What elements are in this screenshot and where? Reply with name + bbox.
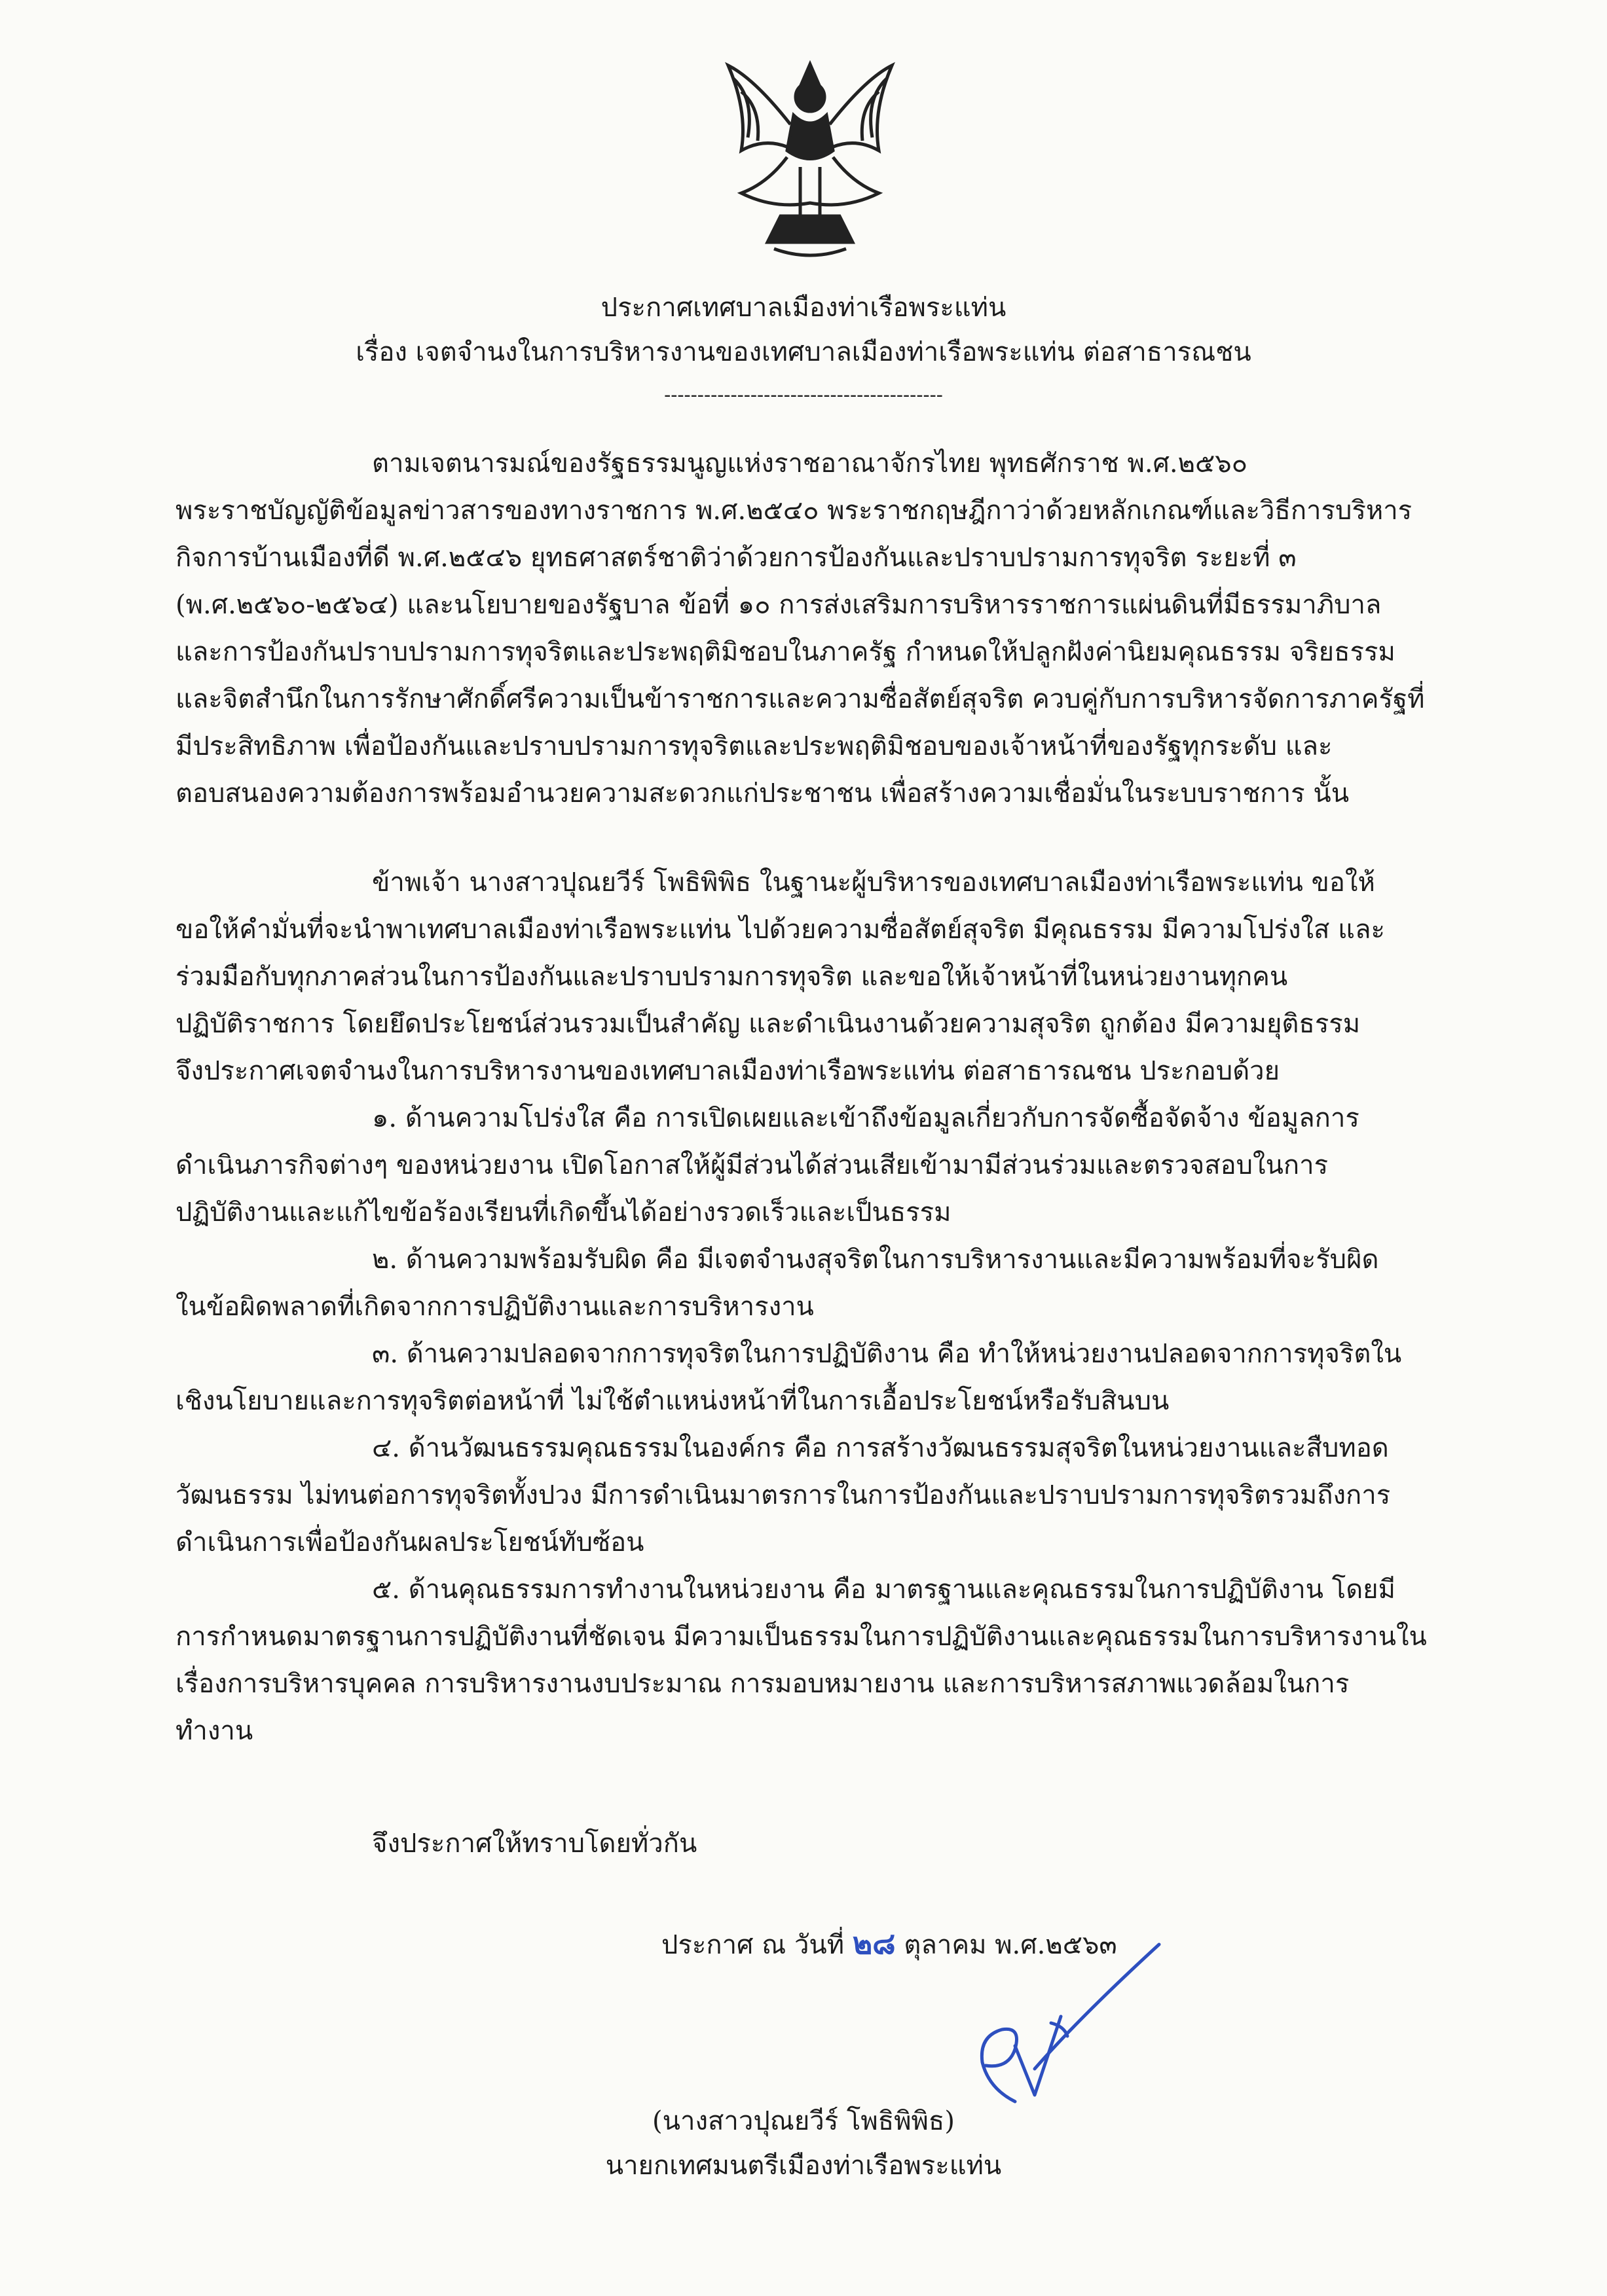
text-line: ตามเจตนารมณ์ของรัฐธรรมนูญแห่งราชอาณาจักรไทย พุทธศักราช พ.ศ.๒๕๖๐ [372, 448, 1248, 479]
text-line: กิจการบ้านเมืองที่ดี พ.ศ.๒๕๔๖ ยุทธศาสตร์ชาติว่าด้วยการป้องกันและปราบปรามการทุจริต ระยะที่ ๓ [175, 543, 1297, 573]
date-year: พ.ศ.๒๕๖๓ [995, 1930, 1117, 1960]
announcement-subject: เรื่อง เจตจำนงในการบริหารงานของเทศบาลเมืองท่าเรือพระแท่น ต่อสาธารณชน [356, 337, 1251, 367]
date-month: ตุลาคม [904, 1930, 987, 1960]
text-line: ข้าพเจ้า นางสาวปุณยวีร์ โพธิพิพิธ ในฐานะผู้บริหารของเทศบาลเมืองท่าเรือพระแท่น ขอให้ [372, 867, 1375, 898]
text-line: ในข้อผิดพลาดที่เกิดจากการปฏิบัติงานและการบริหารงาน [175, 1292, 814, 1322]
text-line: ทำงาน [175, 1716, 253, 1746]
text-line: การกำหนดมาตรฐานการปฏิบัติงานที่ชัดเจน มีความเป็นธรรมในการปฏิบัติงานและคุณธรรมในการบริหารงานใน [175, 1622, 1427, 1652]
text-line: ดำเนินภารกิจต่างๆ ของหน่วยงาน เปิดโอกาสให้ผู้มีส่วนได้ส่วนเสียเข้ามามีส่วนร่วมและตรวจสอบในการ [175, 1150, 1329, 1180]
text-line: ๑. ด้านความโปร่งใส คือ การเปิดเผยและเข้าถึงข้อมูลเกี่ยวกับการจัดซื้อจัดจ้าง ข้อมูลการ [372, 1103, 1359, 1133]
text-line: เชิงนโยบายและการทุจริตต่อหน้าที่ ไม่ใช้ตำแหน่งหน้าที่ในการเอื้อประโยชน์หรือรับสินบน [175, 1386, 1170, 1416]
signer-position: นายกเทศมนตรีเมืองท่าเรือพระแท่น [605, 2151, 1002, 2181]
handwritten-signature-icon [819, 1938, 1185, 2108]
policy-item-1 [175, 1095, 1452, 1236]
text-line: ดำเนินการเพื่อป้องกันผลประโยชน์ทับซ้อน [175, 1527, 644, 1558]
text-line: ตอบสนองความต้องการพร้อมอำนวยความสะดวกแก่ประชาชน เพื่อสร้างความเชื่อมั่นในระบบราชการ นั้น [175, 778, 1350, 809]
text-line: พระราชบัญญัติข้อมูลข่าวสารของทางราชการ พ.ศ.๒๕๔๐ พระราชกฤษฎีกาว่าด้วยหลักเกณฑ์และวิธีการบริหาร [175, 496, 1413, 526]
text-line: (พ.ศ.๒๕๖๐-๒๕๖๔) และนโยบายของรัฐบาล ข้อที่ ๑๐ การส่งเสริมการบริหารราชการแผ่นดินที่มีธรรมาภิบาล [175, 590, 1382, 620]
text-line: ร่วมมือกับทุกภาคส่วนในการป้องกันและปราบปรามการทุจริต และขอให้เจ้าหน้าที่ในหน่วยงานทุกคน [175, 962, 1288, 992]
text-line: และการป้องกันปราบปรามการทุจริตและประพฤติมิชอบในภาครัฐ กำหนดให้ปลูกฝังค่านิยมคุณธรรม จริยธรรม [175, 637, 1395, 667]
date-prefix: ประกาศ ณ วันที่ [661, 1930, 845, 1960]
text-line: วัฒนธรรม ไม่ทนต่อการทุจริตทั้งปวง มีการดำเนินมาตรการในการป้องกันและปราบปรามการทุจริตรวมถึงการ [175, 1480, 1391, 1510]
date-day: ๒๘ [852, 1925, 896, 1961]
text-line: จึงประกาศเจตจำนงในการบริหารงานของเทศบาลเมืองท่าเรือพระแท่น ต่อสาธารณชน ประกอบด้วย [175, 1056, 1280, 1086]
closing-statement: จึงประกาศให้ทราบโดยทั่วกัน [372, 1829, 697, 1859]
paragraph-declaration [175, 859, 1452, 1095]
garuda-emblem-icon [702, 52, 918, 268]
text-line: ปฏิบัติราชการ โดยยึดประโยชน์ส่วนรวมเป็นสำคัญ และดำเนินงานด้วยความสุจริต ถูกต้อง มีความยุติธรรม [175, 1009, 1361, 1039]
text-line: ขอให้คำมั่นที่จะนำพาเทศบาลเมืองท่าเรือพระแท่น ไปด้วยความซื่อสัตย์สุจริต มีคุณธรรม มีความโปร่งใส และ [175, 915, 1385, 945]
text-line: ๒. ด้านความพร้อมรับผิด คือ มีเจตจำนงสุจริตในการบริหารงานและมีความพร้อมที่จะรับผิด [372, 1245, 1379, 1275]
title-divider: ------------------------------------------ [664, 384, 943, 407]
policy-items [175, 1095, 1452, 1755]
text-line: ๓. ด้านความปลอดจากการทุจริตในการปฏิบัติงาน คือ ทำให้หน่วยงานปลอดจากการทุจริตใน [372, 1339, 1402, 1369]
text-line: เรื่องการบริหารบุคคล การบริหารงานงบประมาณ การมอบหมายงาน และการบริหารสภาพแวดล้อมในการ [175, 1669, 1350, 1699]
policy-item-4 [175, 1425, 1452, 1566]
text-line: ๔. ด้านวัฒนธรรมคุณธรรมในองค์กร คือ การสร้างวัฒนธรรมสุจริตในหน่วยงานและสืบทอด [372, 1433, 1389, 1463]
text-line: ๕. ด้านคุณธรรมการทำงานในหน่วยงาน คือ มาตรฐานและคุณธรรมในการปฏิบัติงาน โดยมี [372, 1575, 1395, 1605]
text-line: และจิตสำนึกในการรักษาศักดิ์ศรีความเป็นข้าราชการและความซื่อสัตย์สุจริต ควบคู่กับการบริหารจัดการภาครัฐที่ [175, 684, 1425, 714]
text-line: มีประสิทธิภาพ เพื่อป้องกันและปราบปรามการทุจริตและประพฤติมิชอบของเจ้าหน้าที่ของรัฐทุกระดับ และ [175, 731, 1333, 761]
signer-name: (นางสาวปุณยวีร์ โพธิพิพิธ) [652, 2106, 955, 2136]
text-line: ปฏิบัติงานและแก้ไขข้อร้องเรียนที่เกิดขึ้นได้อย่างรวดเร็วและเป็นธรรม [175, 1197, 951, 1228]
announcement-title: ประกาศเทศบาลเมืองท่าเรือพระแท่น [600, 293, 1007, 323]
policy-item-2 [175, 1236, 1452, 1330]
policy-item-3 [175, 1330, 1452, 1425]
policy-item-5 [175, 1566, 1452, 1755]
paragraph-preamble [175, 440, 1452, 817]
